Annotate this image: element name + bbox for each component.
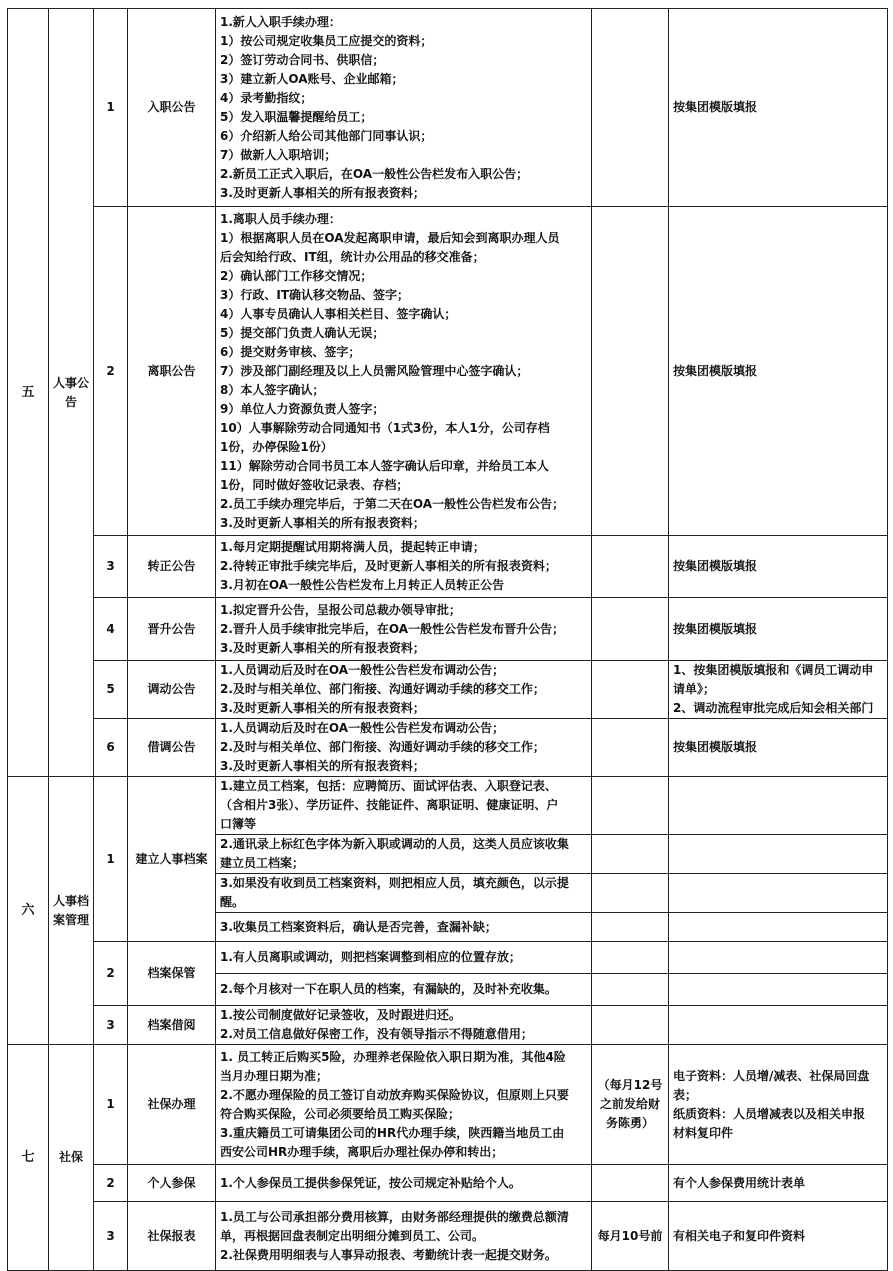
text-line: 当月办理日期为准； [220, 1068, 329, 1083]
table-row [8, 207, 888, 536]
text-line: 3.月初在OA一般性公告栏发布上月转正人员转正公告 [220, 578, 505, 592]
text-line: 3.及时更新人事相关的所有报表资料； [220, 759, 425, 773]
time-cell [592, 598, 669, 661]
text-line: 2.员工手续办理完毕后，于第二天在OA一般性公告栏发布公告； [220, 496, 565, 511]
text-line: 建立员工档案； [220, 856, 305, 870]
item-content [216, 835, 592, 874]
text-line: 每月10号前 [597, 1228, 663, 1243]
text-line: 2.社保费用明细表与人事异动报表、考勤统计表一起提交财务。 [220, 1247, 557, 1262]
time-cell [592, 661, 669, 719]
text-line: 2、调动流程审批完成后知会相关部门 [673, 701, 874, 715]
item-content [216, 1202, 592, 1271]
text-line: 有相关电子和复印件资料 [673, 1228, 806, 1243]
text-line: 2）确认部门工作移交情况； [220, 268, 373, 283]
table-row [8, 9, 888, 207]
text-line: 3.重庆籍员工可请集团公司的HR代办理手续，陕西籍当地员工由 [220, 1125, 565, 1140]
table-row [8, 777, 888, 835]
note-cell [669, 974, 888, 1006]
note-cell [669, 1045, 888, 1165]
text-line: 2.通讯录上标红色字体为新入职或调动的人员，这类人员应该收集 [220, 837, 569, 851]
note-cell [669, 207, 888, 536]
text-line: 8）本人签字确认； [220, 382, 325, 397]
text-line: 2.及时与相关单位、部门衔接、沟通好调动手续的移交工作； [220, 740, 545, 754]
text-line: 有个人参保费用统计表单 [673, 1175, 806, 1190]
table-row [8, 1202, 888, 1271]
text-line: 按集团模版填报 [673, 363, 758, 378]
text-line: 材料复印件 [673, 1125, 734, 1140]
text-line: 3）行政、IT确认移交物品、签字； [220, 287, 410, 302]
text-line: 3.如果没有收到员工档案资料，则把相应人员，填充颜色，以示提 [220, 876, 569, 890]
text-line: 1）按公司规定收集员工应提交的资料； [220, 33, 433, 48]
text-line: 2）签订劳动合同书、供职信； [220, 52, 385, 67]
text-line: 3.及时更新人事相关的所有报表资料； [220, 701, 425, 715]
row-index: 3 [94, 536, 128, 598]
text-line: 11）解除劳动合同书员工本人签字确认后印章，并给员工本人 [220, 458, 549, 473]
item-content [216, 1165, 592, 1202]
row-index: 3 [94, 1202, 128, 1271]
text-line: 西安公司HR办理手续，离职后办理社保办停和转出； [220, 1144, 504, 1159]
item-content [216, 874, 592, 913]
row-index: 1 [94, 9, 128, 207]
time-cell [592, 874, 669, 913]
note-cell [669, 9, 888, 207]
hr-procedure-table [7, 8, 888, 1271]
section-category: 人事公告 [49, 9, 94, 777]
item-name: 离职公告 [128, 207, 216, 536]
table-row [8, 1045, 888, 1165]
text-line: 1.人员调动后及时在OA一般性公告栏发布调动公告； [220, 663, 505, 677]
text-line: 1.有人员离职或调动，则把档案调整到相应的位置存放； [220, 950, 521, 964]
row-index: 2 [94, 942, 128, 1006]
text-line: 3.及时更新人事相关的所有报表资料； [220, 640, 425, 655]
table-row [8, 942, 888, 974]
row-index: 4 [94, 598, 128, 661]
text-line: 之前发给财 [599, 1097, 660, 1111]
text-line: 按集团模版填报 [673, 740, 758, 754]
time-cell [592, 719, 669, 777]
time-cell [592, 207, 669, 536]
text-line: 1.新人入职手续办理： [220, 14, 341, 29]
time-cell [592, 9, 669, 207]
text-line: 2.待转正审批手续完毕后，及时更新人事相关的所有报表资料； [220, 559, 557, 573]
time-cell [592, 1006, 669, 1045]
text-line: 单，再根据回盘表制定出明细分摊到员工、公司。 [220, 1228, 485, 1243]
text-line: 1）根据离职人员在OA发起离职申请，最后知会到离职办理人员 [220, 230, 560, 245]
section-category: 社保 [49, 1045, 94, 1271]
text-line: 1.离职人员手续办理： [220, 211, 341, 226]
note-cell [669, 874, 888, 913]
row-index: 1 [94, 777, 128, 942]
text-line: 5）提交部门负责人确认无误； [220, 325, 385, 340]
item-content [216, 1045, 592, 1165]
time-cell [592, 1202, 669, 1271]
item-name: 入职公告 [128, 9, 216, 207]
item-content [216, 661, 592, 719]
item-content [216, 598, 592, 661]
text-line: 2.及时与相关单位、部门衔接、沟通好调动手续的移交工作； [220, 682, 545, 696]
item-name: 档案借阅 [128, 1006, 216, 1045]
text-line: 电子资料：人员增/减表、社保局回盘 [673, 1068, 870, 1083]
item-content [216, 719, 592, 777]
text-line: 9）单位人力资源负责人签字； [220, 401, 385, 416]
item-content [216, 974, 592, 1006]
text-line: 后会知给行政、IT组，统计办公用品的移交准备； [220, 249, 485, 264]
text-line: 请单》； [673, 682, 716, 696]
section-category: 人事档案管理 [49, 777, 94, 1045]
note-cell [669, 719, 888, 777]
row-index: 1 [94, 1045, 128, 1165]
table-row [8, 719, 888, 777]
note-cell [669, 598, 888, 661]
item-name: 建立人事档案 [128, 777, 216, 942]
text-line: 1.个人参保员工提供参保凭证，按公司规定补贴给个人。 [220, 1175, 521, 1190]
text-line: 3）建立新人OA账号、企业邮箱； [220, 71, 404, 86]
table-row [8, 536, 888, 598]
text-line: 2.晋升人员手续审批完毕后，在OA一般性公告栏发布晋升公告； [220, 621, 565, 636]
text-line: 5）发入职温馨提醒给员工； [220, 109, 373, 124]
time-cell [592, 1165, 669, 1202]
text-line: 1.按公司制度做好记录签收，及时跟进归还。 [220, 1008, 461, 1022]
text-line: 2.新员工正式入职后，在OA一般性公告栏发布入职公告； [220, 166, 529, 181]
text-line: 3.及时更新人事相关的所有报表资料； [220, 185, 425, 200]
time-cell [592, 835, 669, 874]
text-line: 3.收集员工档案资料后，确认是否完善，查漏补缺； [220, 919, 497, 934]
item-name: 社保办理 [128, 1045, 216, 1165]
item-name: 转正公告 [128, 536, 216, 598]
row-index: 5 [94, 661, 128, 719]
time-cell [592, 777, 669, 835]
row-index: 2 [94, 1165, 128, 1202]
section-number: 七 [8, 1045, 49, 1271]
text-line: 1、按集团模版填报和《调员工调动申 [673, 663, 874, 677]
text-line: 1.人员调动后及时在OA一般性公告栏发布调动公告； [220, 721, 505, 735]
text-line: 2.对员工信息做好保密工作，没有领导指示不得随意借用； [220, 1027, 533, 1041]
text-line: 醒。 [220, 895, 245, 909]
text-line: 符合购买保险，公司必须要给员工购买保险； [220, 1106, 461, 1121]
text-line: 1. 员工转正后购买5险，办理养老保险依入职日期为准，其他4险 [220, 1049, 566, 1064]
row-index: 6 [94, 719, 128, 777]
note-cell [669, 942, 888, 974]
item-content [216, 777, 592, 835]
time-cell [592, 974, 669, 1006]
row-index: 3 [94, 1006, 128, 1045]
item-content [216, 942, 592, 974]
item-name: 借调公告 [128, 719, 216, 777]
text-line: 按集团模版填报 [673, 559, 758, 573]
note-cell [669, 1006, 888, 1045]
item-content [216, 536, 592, 598]
time-cell [592, 536, 669, 598]
text-line: 1.建立员工档案，包括：应聘简历、面试评估表、入职登记表、 [220, 779, 557, 793]
note-cell [669, 835, 888, 874]
text-line: 1.拟定晋升公告，呈报公司总裁办领导审批； [220, 602, 461, 617]
note-cell [669, 777, 888, 835]
item-name: 个人参保 [128, 1165, 216, 1202]
note-cell [669, 661, 888, 719]
text-line: 1份，同时做好签收记录表、存档； [220, 477, 409, 492]
time-cell [592, 913, 669, 942]
text-line: 4）录考勤指纹； [220, 90, 313, 105]
item-content [216, 913, 592, 942]
item-content [216, 207, 592, 536]
text-line: （含相片3张）、学历证件、技能证件、离职证明、健康证明、户 [220, 798, 559, 812]
table-row [8, 598, 888, 661]
item-content [216, 1006, 592, 1045]
text-line: 3.及时更新人事相关的所有报表资料； [220, 515, 425, 530]
item-name: 档案保管 [128, 942, 216, 1006]
text-line: 1.每月定期提醒试用期将满人员，提起转正申请； [220, 540, 485, 554]
text-line: 表； [673, 1087, 698, 1102]
text-line: 口簿等 [220, 817, 257, 831]
text-line: 1份，办停保险1份） [220, 439, 333, 454]
time-cell [592, 1045, 669, 1165]
text-line: 4）人事专员确认人事相关栏目、签字确认； [220, 306, 457, 321]
section-number: 六 [8, 777, 49, 1045]
row-index: 2 [94, 207, 128, 536]
item-name: 晋升公告 [128, 598, 216, 661]
text-line: 务陈勇） [605, 1116, 654, 1130]
note-cell [669, 536, 888, 598]
text-line: 10）人事解除劳动合同通知书（1式3份，本人1分，公司存档 [220, 420, 550, 435]
text-line: 2.不愿办理保险的员工签订自动放弃购买保险协议，但原则上只要 [220, 1087, 569, 1102]
text-line: （每月12号 [597, 1078, 663, 1092]
note-cell [669, 1202, 888, 1271]
text-line: 7）涉及部门副经理及以上人员需风险管理中心签字确认； [220, 363, 529, 378]
text-line: 纸质资料：人员增减表以及相关申报 [673, 1106, 866, 1121]
item-name: 调动公告 [128, 661, 216, 719]
section-number: 五 [8, 9, 49, 777]
table-row [8, 1165, 888, 1202]
item-name: 社保报表 [128, 1202, 216, 1271]
table-row [8, 661, 888, 719]
text-line: 按集团模版填报 [673, 100, 758, 114]
text-line: 按集团模版填报 [673, 621, 758, 636]
text-line: 6）提交财务审核、签字； [220, 344, 361, 359]
text-line: 1.员工与公司承担部分费用核算，由财务部经理提供的缴费总额清 [220, 1209, 569, 1224]
text-line: 6）介绍新人给公司其他部门同事认识； [220, 128, 433, 143]
table-row [8, 1006, 888, 1045]
note-cell [669, 1165, 888, 1202]
item-content [216, 9, 592, 207]
text-line: 2.每个月核对一下在职人员的档案，有漏缺的，及时补充收集。 [220, 982, 557, 996]
text-line: 7）做新人入职培训； [220, 147, 337, 162]
time-cell [592, 942, 669, 974]
note-cell [669, 913, 888, 942]
